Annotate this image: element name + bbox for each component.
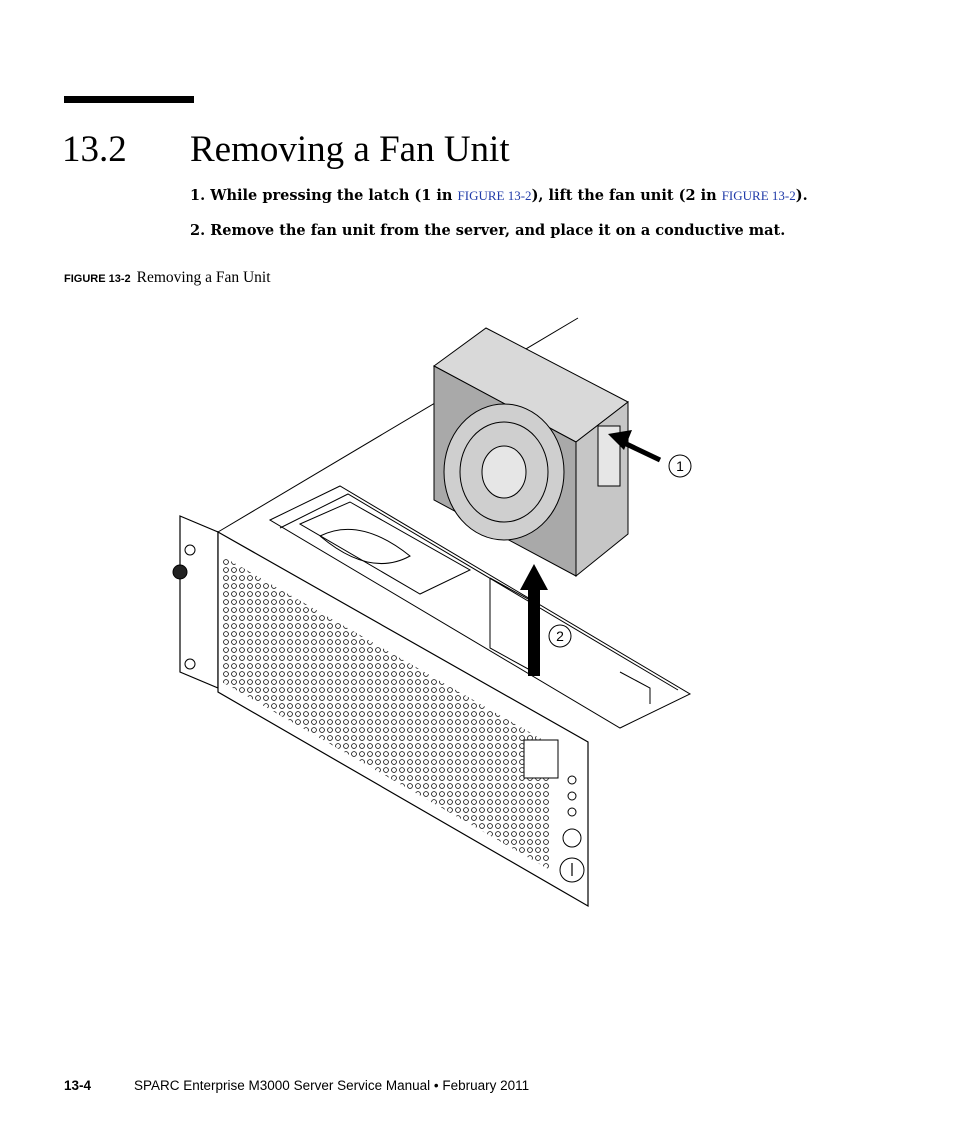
figure-caption — [64, 269, 271, 287]
step-1-number: 1. — [190, 187, 206, 204]
step-1-text-a: While pressing the latch (1 in — [210, 187, 458, 204]
footer-bullet: • — [433, 1078, 439, 1093]
led-icon-2 — [568, 792, 576, 800]
page-number: 13-4 — [64, 1078, 92, 1093]
figure-title: Removing a Fan Unit — [136, 269, 271, 286]
publication-date: February 2011 — [442, 1078, 530, 1093]
led-icon-1 — [568, 776, 576, 784]
fan-duct — [320, 529, 410, 563]
section-rule — [64, 96, 194, 103]
front-bezel — [173, 516, 588, 906]
manual-title: SPARC Enterprise M3000 Server Service Manual — [134, 1078, 431, 1093]
fan-hub-icon — [482, 446, 526, 498]
step-2-number: 2. — [190, 222, 206, 239]
bezel-label-window — [524, 740, 558, 778]
fan-connector — [490, 578, 530, 670]
section-heading — [62, 126, 510, 174]
bezel-screw-top — [185, 545, 195, 555]
section-title: Removing a Fan Unit — [190, 129, 510, 170]
step-2 — [190, 221, 785, 241]
callout-2: 2 — [556, 628, 564, 644]
fan-removal-illustration — [150, 310, 710, 920]
button-icon — [563, 829, 581, 847]
section-number: 13.2 — [62, 129, 127, 170]
step-2-text: Remove the fan unit from the server, and place it on a conductive mat. — [210, 222, 786, 239]
figure-label: FIGURE 13-2 — [64, 273, 131, 285]
tray-latch-tab — [620, 672, 650, 704]
fan-unit — [434, 328, 628, 576]
step-1 — [190, 186, 808, 206]
page-footer — [64, 1078, 529, 1093]
step-1-text-b: ), lift the fan unit (2 in — [531, 187, 722, 204]
thumbscrew-icon — [173, 565, 187, 579]
led-icon-3 — [568, 808, 576, 816]
bezel-screw-bottom — [185, 659, 195, 669]
figure-link-2[interactable]: FIGURE 13-2 — [721, 188, 796, 203]
step-1-text-c: ). — [795, 187, 808, 204]
callout-1: 1 — [676, 458, 684, 474]
figure-link-1[interactable]: FIGURE 13-2 — [457, 188, 532, 203]
lift-fan-arrow-icon — [520, 564, 548, 676]
